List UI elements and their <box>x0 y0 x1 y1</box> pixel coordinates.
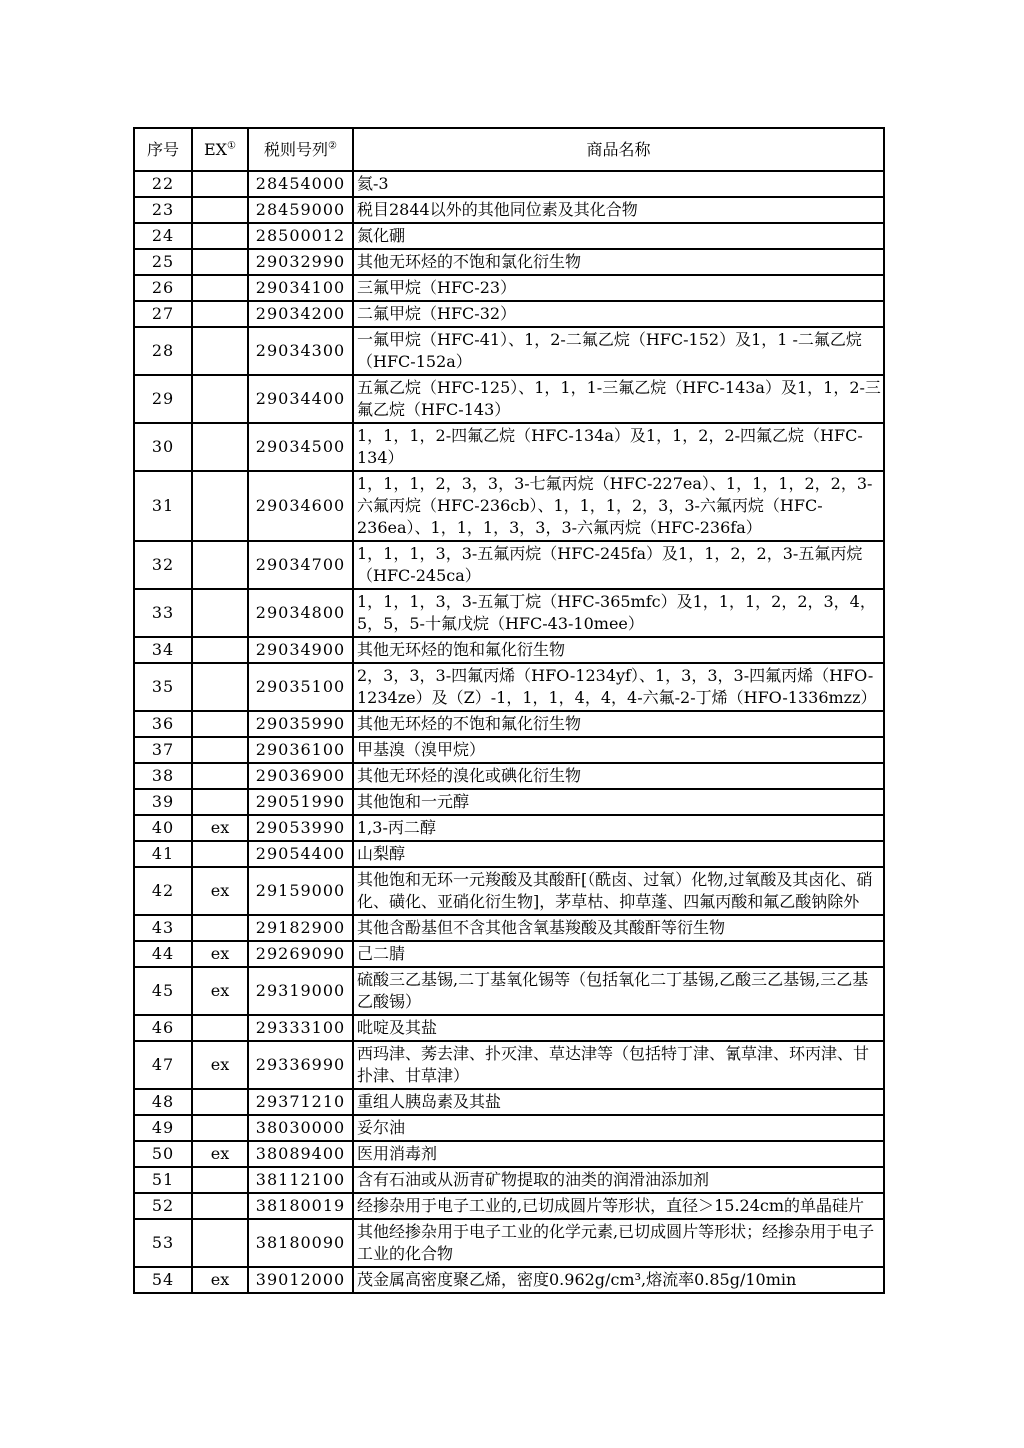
serial-number-cell: 29 <box>134 375 192 423</box>
product-name-cell: 1,3-丙二醇 <box>353 815 884 841</box>
col-header-serial-label: 序号 <box>146 139 179 159</box>
ex-flag-cell <box>192 223 248 249</box>
tariff-code-cell: 29035100 <box>248 663 353 711</box>
table-row <box>134 789 884 815</box>
table-row <box>134 1041 884 1089</box>
table-body <box>134 171 884 1293</box>
table-row <box>134 275 884 301</box>
tariff-code-cell: 29319000 <box>248 967 353 1015</box>
product-name-cell: 2，3，3，3-四氟丙烯（HFO-1234yf）、1，3，3，3-四氟丙烯（HFO-1234ze）及（Z）-1，1，1，4，4，4-六氟-2-丁烯（HFO-1336mzz） <box>353 663 884 711</box>
serial-number-cell: 50 <box>134 1141 192 1167</box>
product-name-cell: 1，1，1，2-四氟乙烷（HFC-134a）及1，1，2，2-四氟乙烷（HFC-134） <box>353 423 884 471</box>
ex-flag-cell: ex <box>192 941 248 967</box>
table-row <box>134 711 884 737</box>
serial-number-cell: 27 <box>134 301 192 327</box>
ex-flag-cell <box>192 541 248 589</box>
col-header-product-name <box>353 128 884 171</box>
product-name-cell: 其他无环烃的溴化或碘化衍生物 <box>353 763 884 789</box>
product-name-cell: 氦-3 <box>353 171 884 197</box>
ex-flag-cell <box>192 197 248 223</box>
product-name-cell: 氮化硼 <box>353 223 884 249</box>
serial-number-cell: 43 <box>134 915 192 941</box>
ex-flag-cell <box>192 471 248 541</box>
product-name-cell: 其他饱和一元醇 <box>353 789 884 815</box>
table-row <box>134 867 884 915</box>
ex-flag-cell <box>192 423 248 471</box>
table-row <box>134 663 884 711</box>
ex-flag-cell: ex <box>192 967 248 1015</box>
table-row <box>134 423 884 471</box>
serial-number-cell: 26 <box>134 275 192 301</box>
ex-flag-cell <box>192 327 248 375</box>
ex-flag-cell: ex <box>192 815 248 841</box>
ex-flag-cell <box>192 637 248 663</box>
ex-footnote-marker: ① <box>227 140 237 152</box>
header-row <box>134 128 884 171</box>
table-row <box>134 1219 884 1267</box>
table-row <box>134 763 884 789</box>
ex-flag-cell <box>192 711 248 737</box>
serial-number-cell: 48 <box>134 1089 192 1115</box>
tariff-code-cell: 29036100 <box>248 737 353 763</box>
col-header-product-name-label: 商品名称 <box>586 139 651 159</box>
ex-flag-cell <box>192 589 248 637</box>
serial-number-cell: 47 <box>134 1041 192 1089</box>
table-row <box>134 1167 884 1193</box>
serial-number-cell: 37 <box>134 737 192 763</box>
product-name-cell: 经掺杂用于电子工业的,已切成圆片等形状，直径＞15.24cm的单晶硅片 <box>353 1193 884 1219</box>
serial-number-cell: 30 <box>134 423 192 471</box>
product-name-cell: 己二腈 <box>353 941 884 967</box>
serial-number-cell: 25 <box>134 249 192 275</box>
tariff-code-cell: 29371210 <box>248 1089 353 1115</box>
tariff-code-cell: 29054400 <box>248 841 353 867</box>
tariff-code-cell: 28459000 <box>248 197 353 223</box>
tariff-code-cell: 29034400 <box>248 375 353 423</box>
table-row <box>134 737 884 763</box>
table-row <box>134 327 884 375</box>
tariff-code-cell: 38180090 <box>248 1219 353 1267</box>
product-name-cell: 五氟乙烷（HFC-125）、1，1，1-三氟乙烷（HFC-143a）及1，1，2-三氟乙烷（HFC-143） <box>353 375 884 423</box>
ex-flag-cell <box>192 763 248 789</box>
ex-flag-cell <box>192 789 248 815</box>
table-row <box>134 197 884 223</box>
ex-flag-cell: ex <box>192 1267 248 1293</box>
ex-flag-cell: ex <box>192 867 248 915</box>
product-name-cell: 其他无环烃的不饱和氯化衍生物 <box>353 249 884 275</box>
tariff-code-cell: 29182900 <box>248 915 353 941</box>
product-name-cell: 茂金属高密度聚乙烯，密度0.962g/cm³,熔流率0.85g/10min <box>353 1267 884 1293</box>
tariff-code-cell: 29034600 <box>248 471 353 541</box>
product-name-cell: 其他饱和无环一元羧酸及其酸酐[（酰卤、过氧）化物,过氧酸及其卤化、硝化、磺化、亚硝化衍生物]，茅草枯、抑草蓬、四氟丙酸和氟乙酸钠除外 <box>353 867 884 915</box>
ex-flag-cell <box>192 663 248 711</box>
product-name-cell: 1，1，1，3，3-五氟丙烷（HFC-245fa）及1，1，2，2，3-五氟丙烷（HFC-245ca） <box>353 541 884 589</box>
table-row <box>134 941 884 967</box>
product-name-cell: 其他无环烃的不饱和氟化衍生物 <box>353 711 884 737</box>
tariff-code-cell: 28454000 <box>248 171 353 197</box>
tariff-code-cell: 29051990 <box>248 789 353 815</box>
tariff-code-cell: 29269090 <box>248 941 353 967</box>
serial-number-cell: 33 <box>134 589 192 637</box>
table-row <box>134 249 884 275</box>
table-row <box>134 815 884 841</box>
tariff-code-footnote-marker: ② <box>328 140 337 152</box>
product-name-cell: 妥尔油 <box>353 1115 884 1141</box>
ex-flag-cell <box>192 1219 248 1267</box>
serial-number-cell: 35 <box>134 663 192 711</box>
product-name-cell: 硫酸三乙基锡,二丁基氧化锡等（包括氧化二丁基锡,乙酸三乙基锡,三乙基乙酸锡） <box>353 967 884 1015</box>
ex-flag-cell <box>192 1115 248 1141</box>
ex-flag-cell <box>192 171 248 197</box>
table-row <box>134 375 884 423</box>
ex-flag-cell <box>192 1015 248 1041</box>
product-name-cell: 吡啶及其盐 <box>353 1015 884 1041</box>
product-name-cell: 其他含酚基但不含其他含氧基羧酸及其酸酐等衍生物 <box>353 915 884 941</box>
tariff-code-cell: 29333100 <box>248 1015 353 1041</box>
tariff-code-cell: 29034700 <box>248 541 353 589</box>
serial-number-cell: 23 <box>134 197 192 223</box>
tariff-code-cell: 29032990 <box>248 249 353 275</box>
tariff-code-cell: 29034300 <box>248 327 353 375</box>
product-name-cell: 其他无环烃的饱和氟化衍生物 <box>353 637 884 663</box>
table-row <box>134 1141 884 1167</box>
tariff-code-cell: 38112100 <box>248 1167 353 1193</box>
product-name-cell: 医用消毒剂 <box>353 1141 884 1167</box>
table-row <box>134 471 884 541</box>
table-row <box>134 1267 884 1293</box>
table-row <box>134 637 884 663</box>
serial-number-cell: 31 <box>134 471 192 541</box>
ex-flag-cell: ex <box>192 1041 248 1089</box>
tariff-code-cell: 29036900 <box>248 763 353 789</box>
serial-number-cell: 52 <box>134 1193 192 1219</box>
product-name-cell: 甲基溴（溴甲烷） <box>353 737 884 763</box>
serial-number-cell: 24 <box>134 223 192 249</box>
product-name-cell: 含有石油或从沥青矿物提取的油类的润滑油添加剂 <box>353 1167 884 1193</box>
serial-number-cell: 28 <box>134 327 192 375</box>
col-header-serial <box>134 128 192 171</box>
ex-flag-cell <box>192 249 248 275</box>
ex-flag-cell <box>192 841 248 867</box>
tariff-code-cell: 38180019 <box>248 1193 353 1219</box>
table-row <box>134 1089 884 1115</box>
ex-flag-cell <box>192 375 248 423</box>
tariff-code-cell: 29034800 <box>248 589 353 637</box>
product-name-cell: 重组人胰岛素及其盐 <box>353 1089 884 1115</box>
serial-number-cell: 51 <box>134 1167 192 1193</box>
tariff-table <box>133 127 885 1294</box>
product-name-cell: 山梨醇 <box>353 841 884 867</box>
tariff-code-cell: 38030000 <box>248 1115 353 1141</box>
serial-number-cell: 32 <box>134 541 192 589</box>
tariff-code-cell: 29336990 <box>248 1041 353 1089</box>
table-row <box>134 967 884 1015</box>
ex-flag-cell <box>192 737 248 763</box>
ex-flag-cell <box>192 275 248 301</box>
table-row <box>134 171 884 197</box>
serial-number-cell: 49 <box>134 1115 192 1141</box>
table-row <box>134 541 884 589</box>
tariff-code-cell: 29034200 <box>248 301 353 327</box>
product-name-cell: 税目2844以外的其他同位素及其化合物 <box>353 197 884 223</box>
tariff-code-cell: 29034900 <box>248 637 353 663</box>
tariff-code-cell: 39012000 <box>248 1267 353 1293</box>
product-name-cell: 二氟甲烷（HFC-32） <box>353 301 884 327</box>
table-row <box>134 841 884 867</box>
product-name-cell: 其他经掺杂用于电子工业的化学元素,已切成圆片等形状；经掺杂用于电子工业的化合物 <box>353 1219 884 1267</box>
serial-number-cell: 39 <box>134 789 192 815</box>
serial-number-cell: 22 <box>134 171 192 197</box>
serial-number-cell: 41 <box>134 841 192 867</box>
serial-number-cell: 42 <box>134 867 192 915</box>
product-name-cell: 1，1，1，3，3-五氟丁烷（HFC-365mfc）及1，1，1，2，2，3，4，5，5，5-十氟戊烷（HFC-43-10mee） <box>353 589 884 637</box>
tariff-code-cell: 29034100 <box>248 275 353 301</box>
table-row <box>134 1193 884 1219</box>
product-name-cell: 三氟甲烷（HFC-23） <box>353 275 884 301</box>
col-header-ex <box>192 128 248 171</box>
serial-number-cell: 40 <box>134 815 192 841</box>
col-header-tariff-code <box>248 128 353 171</box>
ex-flag-cell <box>192 301 248 327</box>
tariff-code-cell: 29034500 <box>248 423 353 471</box>
product-name-cell: 一氟甲烷（HFC-41）、1，2-二氟乙烷（HFC-152）及1，1 -二氟乙烷（HFC-152a） <box>353 327 884 375</box>
serial-number-cell: 36 <box>134 711 192 737</box>
tariff-code-cell: 29035990 <box>248 711 353 737</box>
serial-number-cell: 34 <box>134 637 192 663</box>
table-row <box>134 915 884 941</box>
col-header-ex-label: EX <box>203 139 228 159</box>
serial-number-cell: 45 <box>134 967 192 1015</box>
col-header-tariff-code-label: 税则号列 <box>264 139 329 159</box>
table-row <box>134 589 884 637</box>
ex-flag-cell <box>192 1089 248 1115</box>
ex-flag-cell <box>192 1167 248 1193</box>
ex-flag-cell: ex <box>192 1141 248 1167</box>
tariff-code-cell: 29159000 <box>248 867 353 915</box>
table-row <box>134 301 884 327</box>
product-name-cell: 西玛津、莠去津、扑灭津、草达津等（包括特丁津、氰草津、环丙津、甘扑津、甘草津） <box>353 1041 884 1089</box>
serial-number-cell: 53 <box>134 1219 192 1267</box>
ex-flag-cell <box>192 1193 248 1219</box>
table-row <box>134 1015 884 1041</box>
tariff-code-cell: 38089400 <box>248 1141 353 1167</box>
serial-number-cell: 46 <box>134 1015 192 1041</box>
serial-number-cell: 38 <box>134 763 192 789</box>
serial-number-cell: 54 <box>134 1267 192 1293</box>
product-name-cell: 1，1，1，2，3，3，3-七氟丙烷（HFC-227ea）、1，1，1，2，2，3-六氟丙烷（HFC-236cb）、1，1，1，2，3，3-六氟丙烷（HFC-236ea）、1，1，1，3，3，3-六氟丙烷（HFC-236fa） <box>353 471 884 541</box>
serial-number-cell: 44 <box>134 941 192 967</box>
tariff-code-cell: 29053990 <box>248 815 353 841</box>
tariff-code-cell: 28500012 <box>248 223 353 249</box>
ex-flag-cell <box>192 915 248 941</box>
table-row <box>134 223 884 249</box>
table-row <box>134 1115 884 1141</box>
